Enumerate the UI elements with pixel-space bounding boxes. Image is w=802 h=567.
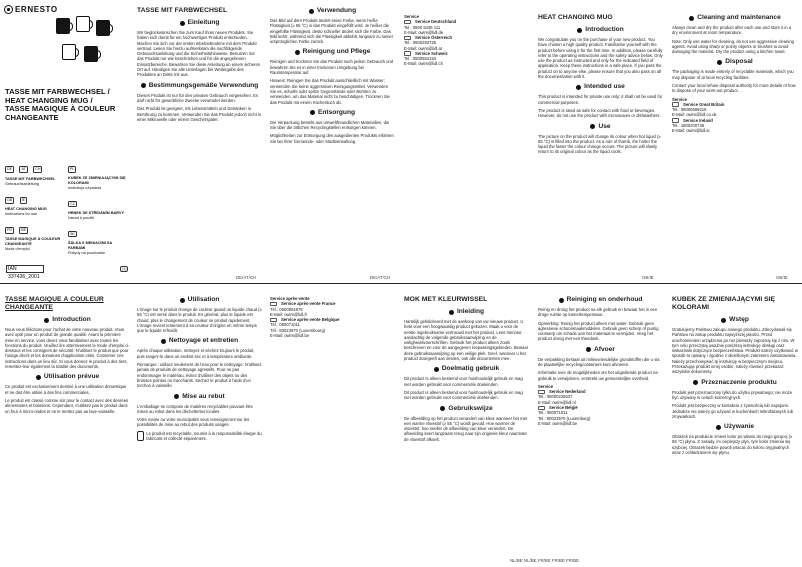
de-title: TASSE MIT FARBWECHSEL xyxy=(137,7,228,14)
bullet-icon xyxy=(141,83,146,88)
fr-service-heading: Service après-vente xyxy=(270,296,310,301)
fr-care-text: Après chaque utilisation, nettoyez et séchez toujours le produit, puis rangez-le dans un endroit sec et à température ambiante. xyxy=(137,348,255,359)
page-footer: GB/IE xyxy=(642,275,654,280)
service-email: E-Mail: owim@lidl.de xyxy=(404,29,444,35)
fold-line xyxy=(0,283,802,284)
brand-name: ERNESTO xyxy=(15,5,58,14)
pl-use-text: Produkt jest bezpieczny w kontakcie z żywnością lub napojami. Jednakże nie należy go używać w kuchenkach mikrofalowych lub zmywarkach. xyxy=(672,403,794,419)
fr-intro-heading: Introduction xyxy=(5,316,130,324)
language-codes xyxy=(5,188,65,206)
service-entry: Service Ireland xyxy=(672,118,798,123)
lang-code-badge: BE xyxy=(21,228,27,233)
mug-icon xyxy=(56,18,70,34)
service-phone: Tél.: 80023970 (Luxembourg) xyxy=(270,327,326,333)
nl-intro-heading: Inleiding xyxy=(404,308,529,316)
bullet-icon xyxy=(559,298,564,303)
pl-use-heading: Przeznaczenie produktu xyxy=(672,379,798,387)
language-codes xyxy=(68,157,130,175)
language-codes xyxy=(5,253,65,257)
page-footer: DE/AT/CH xyxy=(370,275,391,280)
nl-use-text: Dit product is alleen bestemd voor huishoudelijk gebruik en mag niet worden gebruikt voor commerciële doeleinden. xyxy=(404,376,523,387)
language-codes xyxy=(5,218,65,236)
bullet-icon xyxy=(434,367,439,372)
nl-usage-heading: Gebruikswijze xyxy=(404,405,529,413)
flag-icon xyxy=(270,302,277,307)
service-entry: Service Österreich xyxy=(404,35,529,40)
de-usage-text: Das Bild auf dem Produkt ändert seine Farbe, wenn heiße Flüssigkeit (≥ 55 °C) in das Produkt eingefüllt wird. Je heißer die eingefüllte Flüssigkeit, desto schneller ändert sich die Farbe. Das Bild kehrt, während sich die Flüssigkeit abkühlt, langsam zu seiner ursprünglichen Farbe zurück. xyxy=(270,18,394,45)
service-entry: Service Schweiz xyxy=(404,51,529,56)
fr-disposal-heading: Mise au rebut xyxy=(137,393,262,401)
gb-usage-text: The picture on the product will change its colour when hot liquid (≥ 55 °C) is filled into the product. As a rule of thumb, the hotter the liquid the faster the colour change occurs. The picture will slowly return to its original colour as the liquid cools. xyxy=(538,133,661,155)
nl-service-heading: Service xyxy=(538,383,553,389)
nl-care-text: Opmerking: Reinig het product alleen met water. Gebruik geen agressieve schoonmaakmiddelen. Gebruik geen scherp of puntig voorwerp om schade aan het materiaal te vermijden. Veeg het product droog met een theedoek. xyxy=(538,320,659,342)
service-email: E-Mail: owim@lidl.at xyxy=(404,45,442,51)
bullet-icon xyxy=(689,16,694,21)
de-care-heading: Reinigung und Pflege xyxy=(270,48,395,56)
service-phone: Tel.: 08000225537 xyxy=(538,394,573,400)
bullet-icon xyxy=(576,85,581,90)
fr-care-heading: Nettoyage et entretien xyxy=(137,337,262,345)
nl-use-text: Dit product is alleen bestemd voor huishoudelijk gebruik en mag niet worden gebruikt voor commerciële doeleinden. xyxy=(404,389,523,401)
service-phone: Tel.: 80023970 (Luxemburg) xyxy=(538,415,591,421)
gb-usage-heading: Use xyxy=(538,123,663,131)
language-entry: ŠÁLKA S MENIACIMI SA FARBAMI Pokyny na používanie xyxy=(68,240,113,255)
de-intro-heading: Einleitung xyxy=(137,19,262,27)
service-phone: Tel.: 0800 5435 111 xyxy=(404,24,441,30)
nl-care-text: Reinig en droog het product na elk gebruik en bewaar het in een droge ruimte op kamertemperatuur. xyxy=(538,307,658,318)
bullet-icon xyxy=(310,110,315,115)
bullet-icon xyxy=(180,21,185,26)
de-care-text: Hinweis: Reinigen Sie das Produkt ausschließlich mit Wasser; verwenden Sie keine aggressiven Reinigungsmittel. Verwenden Sie es, scharfe oder spitze Gegenstände oder Bürsten zu verwenden, um das Material nicht zu beschädigen. Trocknen Sie das Produkt mit einem Küchentuch ab. xyxy=(270,78,390,105)
language-codes xyxy=(5,157,65,175)
service-phone: Tel.: 0800562153 xyxy=(404,56,437,62)
fr-use-text: Le produit est classé comme sûr pour le contact avec des denrées alimentaires et boissons. Cependant, n'utilisez pas le produit dans un four à micro-ondes et ne le mettez pas au lave-vaisselle. xyxy=(5,397,129,414)
service-email: E-Mail: owim@lidl.co.uk xyxy=(672,112,717,118)
bullet-icon xyxy=(180,298,185,303)
bullet-icon xyxy=(721,318,726,323)
gb-disposal-text: The packaging is made entirely of recyclable materials, which you may dispose of at local recycling facilities. xyxy=(672,69,794,80)
flag-icon xyxy=(404,20,411,25)
lang-code-badge: CZ xyxy=(70,201,75,206)
de-panel-1 xyxy=(137,7,262,275)
service-email: E-Mail: owim@lidl.ie xyxy=(672,128,710,134)
language-list-left xyxy=(5,157,65,257)
gb-care-text: Note: Only use water for cleaning, do not use aggressive cleaning agents. Avoid using sharp or pointy objects or brushes to avoid damaging the material. Dry the product using a kitchen towel. xyxy=(672,38,794,55)
bullet-icon xyxy=(449,310,454,315)
page-footer: DE/AT/CH xyxy=(236,275,257,280)
service-entry: Service Great Britain xyxy=(672,102,798,107)
bullet-icon xyxy=(586,347,591,352)
gb-care-text: Always clean and dry the product after each use and store it in a dry environment at room temperature. xyxy=(672,25,792,36)
language-entry: HRNEK SE STŘÍDÁNÍM BARVY Návod k použití xyxy=(68,210,125,220)
gb-disposal-heading: Disposal xyxy=(672,58,798,66)
language-entry: TASSE MIT FARBWECHSEL Gebrauchsanleitung xyxy=(5,177,56,186)
lang-code-badge: PL xyxy=(70,167,75,171)
service-phone: Tél.: 0800904879 xyxy=(270,306,303,312)
service-phone: Tel.: 08000569216 xyxy=(672,107,707,113)
gb-use-text: The product is rated as safe for contact with food or beverages. However, do not use the product with microwaves or dishwashers. xyxy=(538,107,661,119)
bullet-icon xyxy=(295,50,300,55)
gb-intro-text: We congratulate you on the purchase of your new product. You have chosen a high quality product. Familiarise yourself with the product before using it for the first time. In addition, please carefully refer to the operating instructions and the safety advice below. Only use the product as instructed and only for the indicated field of application. Keep these instructions in a safe place. If you pass the product on to anyone else, please ensure that you also pass on all the documentation with it. xyxy=(538,37,663,80)
fr-care-text: Remarque : utilisez seulement de l'eau pour le nettoyage. N'utilisez jamais de produits de nettoyage agressifs. Pour ne pas endommager le matériau, évitez d'utiliser des objets ou des brosses pointus ou tranchants. Séchez le produit à l'aide d'un torchon à vaisselle. xyxy=(137,362,262,389)
triman-icon xyxy=(137,431,144,441)
bullet-icon xyxy=(174,394,179,399)
service-phone: Tél.: 080071011 xyxy=(270,322,300,328)
nl-title: MOK MET KLEURWISSEL xyxy=(404,296,488,303)
lang-code-badge: SK xyxy=(70,231,75,236)
language-entry: KUBEK ZE ZMIENIAJĄCYMI SIĘ KOLORAMI Instrukcja używania xyxy=(68,176,126,190)
de-disposal-text: Die Verpackung besteht aus umweltfreundlichen Materialien, die Sie über die örtlichen Recyclingstellen entsorgen können. xyxy=(270,119,390,131)
bullet-icon xyxy=(440,406,445,411)
gb-intro-heading: Introduction xyxy=(538,26,663,34)
de-use-text: Dieses Produkt ist nur für den privaten Gebrauch vorgesehen. Es darf nicht für gewerbliche Zwecke verwendet werden. xyxy=(137,92,259,103)
service-phone: Tel.: 1800200736 xyxy=(672,122,705,128)
service-email: E-Mail: owim@lidl.be xyxy=(270,332,310,338)
bullet-icon xyxy=(717,60,722,65)
de-disposal-heading: Entsorgung xyxy=(270,109,395,117)
bullet-icon xyxy=(309,9,314,14)
gb-title: HEAT CHANGING MUG xyxy=(538,14,613,21)
gb-care-heading: Cleaning and maintenance xyxy=(672,14,798,22)
brand-logo xyxy=(4,5,129,14)
page-footer: GB/IE xyxy=(776,275,788,280)
gb-use-heading: Intended use xyxy=(538,83,663,91)
service-entry: Service après-vente France xyxy=(270,301,395,306)
gb-service-heading: Service xyxy=(672,96,687,102)
lang-code-badge: DE xyxy=(7,167,12,171)
bullet-icon xyxy=(577,28,582,33)
gb-panel-1 xyxy=(538,14,663,274)
lang-code-badge: FR xyxy=(7,228,12,233)
de-use-text: Das Produkt ist geeignet, mit Lebensmitteln und Getränken in Berührung zu kommen. Verwenden Sie das Produkt jedoch nicht in einer Mikrowelle oder einem Geschirrspüler. xyxy=(137,106,262,122)
language-codes xyxy=(68,222,130,240)
fr-service-panel xyxy=(270,296,395,396)
fr-intro-text: Nous vous félicitons pour l'achat de votre nouveau produit. Vous avez opté pour un produit de grande qualité. Avant la première mise en service, vous devez vous familiariser avec toutes les fonctions du produit. Veuillez lire attentivement le mode d'emploi ci-dessous et les consignes de sécurité. N'utilisez le produit que pour l'usage décrit et les domaines d'application cités. Conserver ces instructions dans un lieu sûr. Si vous donnez le produit à des tiers, remettez-leur également la totalité des documents. xyxy=(5,327,130,370)
service-phone: Tel.: 080071011 xyxy=(538,410,568,416)
lang-code-badge: AT xyxy=(21,167,26,171)
pl-usage-heading: Używanie xyxy=(672,423,798,431)
bullet-icon xyxy=(693,380,698,385)
pl-title: KUBEK ZE ZMIENIAJĄCYMI SIĘ KOLORAMI xyxy=(672,296,776,311)
cover-title-block xyxy=(5,88,130,158)
cover-title-line: TASSE MAGIQUE À COULEUR xyxy=(5,104,116,114)
mug-icon xyxy=(76,16,90,32)
nl-panel-2 xyxy=(538,296,663,558)
recycle-note: Le produit est recyclable, soumis à la responsabilité élargie du fabricant et collecté séparément. xyxy=(137,431,262,442)
language-entry: TASSE MAGIQUE À COULEUR CHANGEANTE Mode d'emploi xyxy=(5,237,61,251)
nl-usage-text: De afbeelding op het product verandert van kleur wanneer het met een warme vloeistof (≥ 55 °C) wordt gevuld. Hoe warmer de vloeistof, hoe sneller de afbeelding van kleur verandert. De afbeelding keert langzaam terug naar zijn originele kleur naarmate de vloeistof afkoelt. xyxy=(404,415,528,442)
nl-intro-text: Hartelijk gefeliciteerd met de aankoop van uw nieuwe product. U hebt voor een hoogwaardig product gekozen. Maak u voor de eerste ingebruikname vertrouwd met het product. Lees hiervoor aandachtig de volgende gebruiksaanwijzing en de veiligheidsvoorschriften. Gebruik het product alleen zoals beschreven en voor de aangegeven toepassingsgebieden. Bewaar deze gebruiksaanwijzing op een veilige plek. Geef, wanneer u het product doorgeeft aan derden, ook alle documenten mee. xyxy=(404,319,529,362)
fr-disposal-text: L'emballage se compose de matières recyclables pouvant être mises au rebut dans les déchetteries locales. xyxy=(137,403,253,414)
de-care-text: Reinigen und trocknen Sie das Produkt nach jedem Gebrauch und bewahren Sie es in einer trockenen Umgebung bei Raumtemperatur auf. xyxy=(270,59,394,76)
nl-disposal-text: De verpakking bestaat uit milieuvriendelijke grondstoffen die u via de plaatselijke recyclingcontainers kunt afvoeren. xyxy=(538,356,660,368)
de-panel-2 xyxy=(270,7,395,275)
nl-care-heading: Reiniging en onderhoud xyxy=(538,296,663,304)
service-entry: Service après-vente Belgique xyxy=(270,317,395,322)
lang-code-badge: GB xyxy=(7,198,13,203)
cover-title-line: HEAT CHANGING MUG / xyxy=(5,95,93,105)
service-email: E-Mail: owim@lidl.ch xyxy=(404,61,443,67)
cover-title-line: TASSE MIT FARBWECHSEL / xyxy=(5,88,110,96)
de-intro-text: Wir beglückwünschen Sie zum Kauf Ihres neuen Produkts. Sie haben sich damit für ein hochwertiges Produkt entschieden. Machen Sie sich vor der ersten Inbetriebnahme mit dem Produkt vertraut. Lesen Sie hierzu aufmerksam die nachfolgende Gebrauchsanleitung und die Sicherheitshinweise. Benutzen Sie das Produkt nur wie beschrieben und für die angegebenen Einsatzbereiche. Bewahren Sie diese Anleitung an einem sicheren Ort auf. Händigen Sie alle Unterlagen bei Weitergabe des Produktes an Dritte mit aus. xyxy=(137,30,261,78)
service-entry: Service België xyxy=(538,405,663,410)
bullet-icon xyxy=(716,425,721,430)
fr-panel-2 xyxy=(137,296,262,558)
lang-code-badge: IE xyxy=(21,198,26,203)
pl-intro-heading: Wstęp xyxy=(672,316,798,324)
language-list-right xyxy=(68,157,130,257)
bullet-icon xyxy=(590,124,595,129)
mug-icon xyxy=(62,44,76,60)
pl-intro-text: Gratulujemy Państwu zakupu nowego produktu. Zdecydowali się Państwo na zakup produktu najwyższej jakości. Przed uruchomieniem urządzenia po raz pierwszy zapoznaj się z nim. W tym celu przeczytaj uważnie poniższą instrukcję obsługi oraz wskazówki dotyczące bezpieczeństwa. Produkt należy użytkować w sposób to opisany i zgodnie z określonym zakresem zastosowania. Należy przechowywać tę instrukcję w bezpiecznym miejscu. Przekazując produkt innej osobie, należy również przekazać wszystkie dokumenty. xyxy=(672,327,798,375)
language-codes xyxy=(68,192,130,210)
cover-title-line: CHANGEANTE xyxy=(5,112,59,122)
service-email: E-Mail: owim@lidl.be xyxy=(538,420,578,426)
nl-disposal-heading: Afvoer xyxy=(538,346,663,354)
fr-disposal-text: Votre mairie ou votre municipalité vous renseigneront sur les possibilités de mise au rebut des produits usagés. xyxy=(137,417,250,428)
ian-number: IAN 337436_2001 xyxy=(6,265,44,273)
brand-mark-icon xyxy=(4,5,13,14)
pl-usage-text: Obrazek na produkcie zmieni kolor po wlaniu do niego gorącej (≥ 55 °C) płynu. Z zasady, im cieplejszy płyn, tym kolor zmienia się szybciej. Obrazek będzie powoli wracać do koloru oryginalnych wraz z ochładzaniem się płynu. xyxy=(672,434,793,456)
de-service-panel xyxy=(404,14,529,134)
de-service-heading: Service xyxy=(404,14,419,19)
bullet-icon xyxy=(36,375,41,380)
service-phone: Tel.: 0800292726 xyxy=(404,40,437,46)
fr-use-heading: Utilisation prévue xyxy=(5,373,130,381)
language-entry: HEAT CHANGING MUG Instructions for use xyxy=(5,207,47,216)
gb-panel-2 xyxy=(672,14,798,274)
de-disposal-text: Möglichkeiten zur Entsorgung des ausgedienten Produkts erfahren Sie bei Ihrer Gemeinde- oder Stadtverwaltung. xyxy=(270,133,394,144)
service-entry: Service Nederland xyxy=(538,389,663,394)
fr-usage-text: L'image sur le produit change de couleur quand un liquide chaud (≥ 55 °C) est versé dans le produit. En général, plus le liquide est chaud, plus le changement de couleur se produit rapidement. L'image revient lentement à sa couleur d'origine en même temps que le liquide refroidit. xyxy=(137,307,262,334)
service-email: E-Mail: owim@lidl.nl xyxy=(538,399,576,405)
bullet-icon xyxy=(161,339,166,344)
fr-use-text: Ce produit est exclusivement destiné à une utilisation domestique et ne doit être utilisé à des fins commerciales. xyxy=(5,384,127,395)
gb-use-text: This product is intended for private use only; it shall not be used for commercial purposes. xyxy=(538,94,663,105)
nl-use-heading: Doelmatig gebruik xyxy=(404,365,529,373)
page-footer: NL/BE NL/BE FR/BE FR/BE FR/BE xyxy=(510,558,580,563)
mug-icon xyxy=(84,46,98,62)
de-usage-heading: Verwendung xyxy=(270,7,395,15)
ian-badge: (4) xyxy=(122,267,127,271)
fr-title: TASSE MAGIQUE À COULEUR CHANGEANTE xyxy=(5,296,104,311)
service-email: E-Mail: owim@lidl.fr xyxy=(270,311,308,317)
pl-panel xyxy=(672,296,798,562)
nl-panel-1 xyxy=(404,296,529,558)
product-image xyxy=(54,16,116,78)
bullet-icon xyxy=(44,318,49,323)
fr-usage-heading: Utilisation xyxy=(137,296,262,304)
gb-disposal-text: Contact your local refuse disposal authority for more details of how to dispose of your worn-out product. xyxy=(672,83,796,94)
nl-disposal-text: Informatie over de mogelijkheden om het uitgediende product na gebruik te verwijderen, verstrekt uw gemeentelijke overheid. xyxy=(538,370,658,381)
de-use-heading: Bestimmungsgemäße Verwendung xyxy=(137,82,262,90)
pl-use-text: Produkt jest przeznaczony tylko do użytku prywatnego; nie może być używany w celach komercyjnych. xyxy=(672,389,793,400)
service-entry: Service Deutschland xyxy=(404,19,529,24)
mug-icon xyxy=(96,20,110,36)
fr-panel-1 xyxy=(5,296,130,558)
lang-code-badge: CH xyxy=(35,167,41,171)
